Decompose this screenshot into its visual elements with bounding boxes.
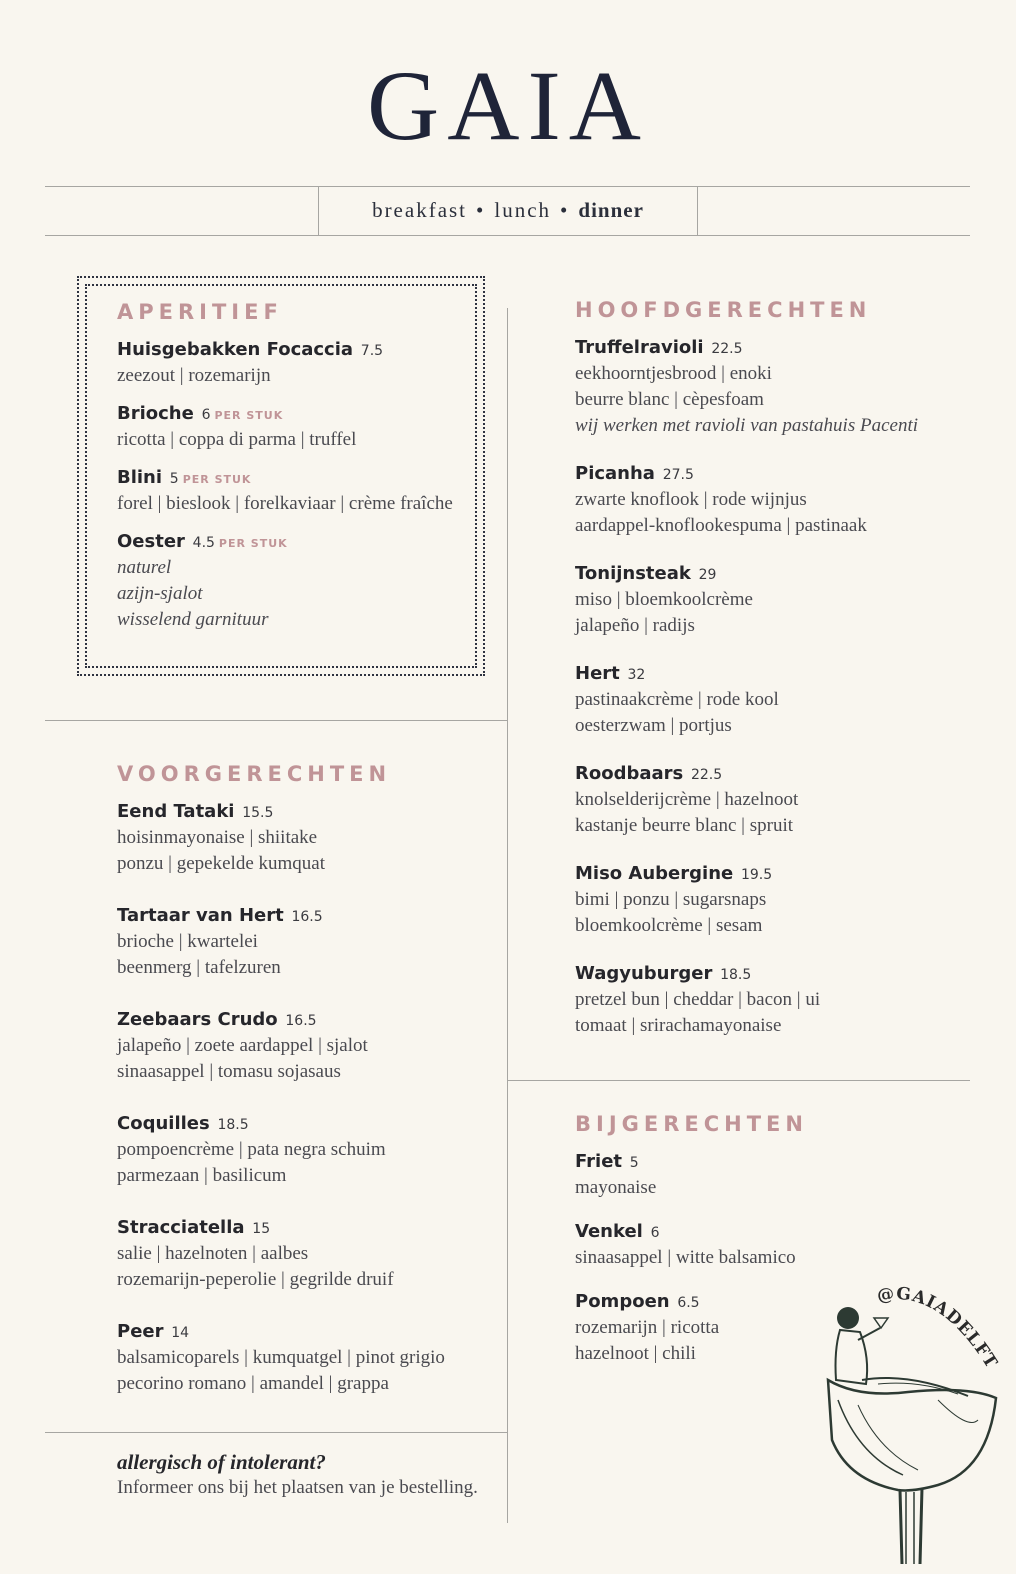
menu-item xyxy=(117,530,477,633)
menu-item-description: zwarte knoflook | rode wijnjus xyxy=(575,489,807,510)
menu-item xyxy=(575,662,975,739)
menu-item-name: Venkel xyxy=(575,1221,643,1242)
menu-item-name: Tonijnsteak xyxy=(575,563,691,584)
menu-item-description: oesterzwam | portjus xyxy=(575,715,732,736)
menu-item xyxy=(117,466,477,517)
menu-item-header xyxy=(117,1216,497,1241)
menu-item-description: azijn-sjalot xyxy=(117,583,203,604)
restaurant-title: GAIA xyxy=(367,50,649,161)
menu-item-header xyxy=(117,1320,497,1345)
svg-text:@GAIADELFT xyxy=(876,1284,1002,1373)
menu-item-price: 5 xyxy=(629,1155,639,1171)
menu-item-name: Brioche xyxy=(117,403,194,424)
menu-item xyxy=(575,562,975,639)
hoofdgerechten-section xyxy=(575,298,975,1039)
section-title: HOOFDGERECHTEN xyxy=(575,298,872,322)
menu-item xyxy=(117,338,477,389)
menu-item-description: bimi | ponzu | sugarsnaps xyxy=(575,889,767,910)
menu-item-name: Miso Aubergine xyxy=(575,863,734,884)
menu-item xyxy=(575,862,975,939)
menu-item-header xyxy=(117,402,477,427)
menu-item-price: 5 xyxy=(169,471,179,487)
menu-item-description: jalapeño | radijs xyxy=(575,615,695,636)
menu-item xyxy=(575,1150,835,1201)
menu-item-description: sinaasappel | tomasu sojasaus xyxy=(117,1061,341,1082)
menu-item-name: Eend Tataki xyxy=(117,801,235,822)
menu-item-price: 18.5 xyxy=(217,1117,249,1133)
menu-item-description: zeezout | rozemarijn xyxy=(117,365,271,386)
menu-item-description: balsamicoparels | kumquatgel | pinot grigio xyxy=(117,1347,445,1368)
menu-item-price: 19.5 xyxy=(740,867,773,883)
menu-item-description: pompoencrème | pata negra schuim xyxy=(117,1139,386,1160)
menu-item-name: Stracciatella xyxy=(117,1217,245,1238)
menu-item-header xyxy=(575,562,975,587)
menu-item xyxy=(117,1216,497,1293)
menu-item-name: Huisgebakken Focaccia xyxy=(117,339,354,360)
menu-item-price: 29 xyxy=(698,567,717,583)
menu-item xyxy=(575,1220,835,1271)
menu-item-price: 6 xyxy=(201,407,211,423)
menu-item-price: 7.5 xyxy=(360,343,384,359)
menu-item xyxy=(117,904,497,981)
menu-item-price: 4.5 xyxy=(192,535,215,551)
menu-item-description: pecorino romano | amandel | grappa xyxy=(117,1373,389,1394)
menu-item xyxy=(117,1008,497,1085)
section-title: VOORGERECHTEN xyxy=(117,762,392,786)
menu-item-name: Wagyuburger xyxy=(575,963,713,984)
menu-item-price: 22.5 xyxy=(690,767,723,783)
menu-item-unit: PER STUK xyxy=(218,537,288,550)
menu-item-name: Friet xyxy=(575,1151,623,1172)
menu-item xyxy=(575,336,975,439)
menu-item-name: Truffelravioli xyxy=(575,337,704,358)
nav-breakfast[interactable]: breakfast xyxy=(372,198,468,222)
menu-item-unit: PER STUK xyxy=(182,473,252,486)
section-title: APERITIEF xyxy=(117,300,283,324)
menu-item-header xyxy=(575,1290,835,1315)
aperitief-section xyxy=(117,300,477,633)
menu-item-header xyxy=(117,800,497,825)
section-title: BIJGERECHTEN xyxy=(575,1112,808,1136)
menu-item-note: wij werken met ravioli van pastahuis Pacenti xyxy=(575,415,919,436)
menu-item-description: beurre blanc | cèpesfoam xyxy=(575,389,764,410)
nav-separator: • xyxy=(560,198,570,222)
menu-item xyxy=(575,1290,835,1367)
menu-item xyxy=(117,1112,497,1189)
menu-item-header xyxy=(117,1112,497,1137)
menu-item-header xyxy=(117,466,477,491)
menu-item-name: Zeebaars Crudo xyxy=(117,1009,278,1030)
menu-item-description: jalapeño | zoete aardappel | sjalot xyxy=(117,1035,368,1056)
voorgerechten-section xyxy=(117,762,497,1397)
menu-item-description: beenmerg | tafelzuren xyxy=(117,957,281,978)
menu-item-description: miso | bloemkoolcrème xyxy=(575,589,753,610)
menu-item-price: 6 xyxy=(650,1225,660,1241)
left-rule-2 xyxy=(45,1432,507,1433)
menu-item xyxy=(117,800,497,877)
menu-item-description: salie | hazelnoten | aalbes xyxy=(117,1243,309,1264)
menu-item-name: Hert xyxy=(575,663,620,684)
menu-item-description: hazelnoot | chili xyxy=(575,1343,696,1364)
menu-item-description: kastanje beurre blanc | spruit xyxy=(575,815,793,836)
menu-item-header xyxy=(575,1150,835,1175)
menu-item-price: 15 xyxy=(252,1221,271,1237)
menu-item-description: tomaat | srirachamayonaise xyxy=(575,1015,782,1036)
menu-item-name: Coquilles xyxy=(117,1113,210,1134)
menu-item-description: pretzel bun | cheddar | bacon | ui xyxy=(575,989,821,1010)
meal-nav xyxy=(318,186,698,235)
menu-item-unit: PER STUK xyxy=(214,409,284,422)
menu-item-price: 15.5 xyxy=(242,805,274,821)
menu-item-header xyxy=(575,336,975,361)
menu-item-description: naturel xyxy=(117,557,172,578)
menu-item-description: rozemarijn | ricotta xyxy=(575,1317,720,1338)
woman-in-cocktail-glass-icon xyxy=(818,1280,1008,1564)
right-rule-1 xyxy=(507,1080,970,1081)
menu-item-description: knolselderijcrème | hazelnoot xyxy=(575,789,799,810)
menu-item-header xyxy=(575,1220,835,1245)
menu-item-description: ricotta | coppa di parma | truffel xyxy=(117,429,357,450)
menu-item-header xyxy=(575,862,975,887)
menu-item-description: sinaasappel | witte balsamico xyxy=(575,1247,796,1268)
menu-item-description: bloemkoolcrème | sesam xyxy=(575,915,763,936)
menu-item xyxy=(117,402,477,453)
menu-item-price: 14 xyxy=(171,1325,190,1341)
menu-item-name: Blini xyxy=(117,467,163,488)
menu-item-description: eekhoorntjesbrood | enoki xyxy=(575,363,772,384)
left-rule-1 xyxy=(45,720,507,721)
menu-item-header xyxy=(117,904,497,929)
menu-item-description: forel | bieslook | forelkaviaar | crème fraîche xyxy=(117,493,453,514)
menu-item-price: 6.5 xyxy=(677,1295,700,1311)
menu-item-name: Peer xyxy=(117,1321,164,1342)
instagram-handle[interactable]: @GAIADELFT xyxy=(875,1283,1002,1373)
nav-dinner[interactable]: dinner xyxy=(578,198,644,222)
menu-item-name: Oester xyxy=(117,531,185,552)
nav-separator: • xyxy=(476,198,486,222)
menu-item-description: pastinaakcrème | rode kool xyxy=(575,689,779,710)
menu-item-header xyxy=(575,662,975,687)
menu-item-description: rozemarijn-peperolie | gegrilde druif xyxy=(117,1269,394,1290)
menu-item-header xyxy=(117,338,477,363)
menu-item-name: Roodbaars xyxy=(575,763,684,784)
menu-item-header xyxy=(575,462,975,487)
menu-item-header xyxy=(117,530,477,555)
menu-item-name: Picanha xyxy=(575,463,655,484)
menu-item-description: ponzu | gepekelde kumquat xyxy=(117,853,325,874)
menu-item-description: wisselend garnituur xyxy=(117,609,269,630)
menu-item-description: mayonaise xyxy=(575,1177,657,1198)
menu-item-header xyxy=(575,962,975,987)
menu-item-header xyxy=(117,1008,497,1033)
menu-item-name: Tartaar van Hert xyxy=(117,905,284,926)
column-divider xyxy=(507,308,508,1523)
menu-item xyxy=(117,1320,497,1397)
header-rule-bottom xyxy=(45,235,970,236)
menu-item-price: 27.5 xyxy=(662,467,694,483)
bijgerechten-section xyxy=(575,1112,835,1367)
menu-item-name: Pompoen xyxy=(575,1291,670,1312)
menu-item-header xyxy=(575,762,975,787)
menu-item-price: 16.5 xyxy=(285,1013,317,1029)
allergy-text: Informeer ons bij het plaatsen van je bestelling. xyxy=(117,1477,478,1498)
menu-item xyxy=(575,762,975,839)
menu-item-price: 18.5 xyxy=(720,967,752,983)
menu-item-description: parmezaan | basilicum xyxy=(117,1165,287,1186)
menu-item-price: 22.5 xyxy=(711,341,743,357)
menu-item-price: 16.5 xyxy=(291,909,323,925)
allergy-question: allergisch of intolerant? xyxy=(117,1450,326,1474)
menu-item xyxy=(575,462,975,539)
menu-item-description: aardappel-knoflookespuma | pastinaak xyxy=(575,515,867,536)
menu-item-description: brioche | kwartelei xyxy=(117,931,258,952)
nav-lunch[interactable]: lunch xyxy=(494,198,552,222)
menu-item-description: hoisinmayonaise | shiitake xyxy=(117,827,318,848)
allergy-note xyxy=(117,1450,478,1499)
menu-item-price: 32 xyxy=(627,667,646,683)
menu-item xyxy=(575,962,975,1039)
